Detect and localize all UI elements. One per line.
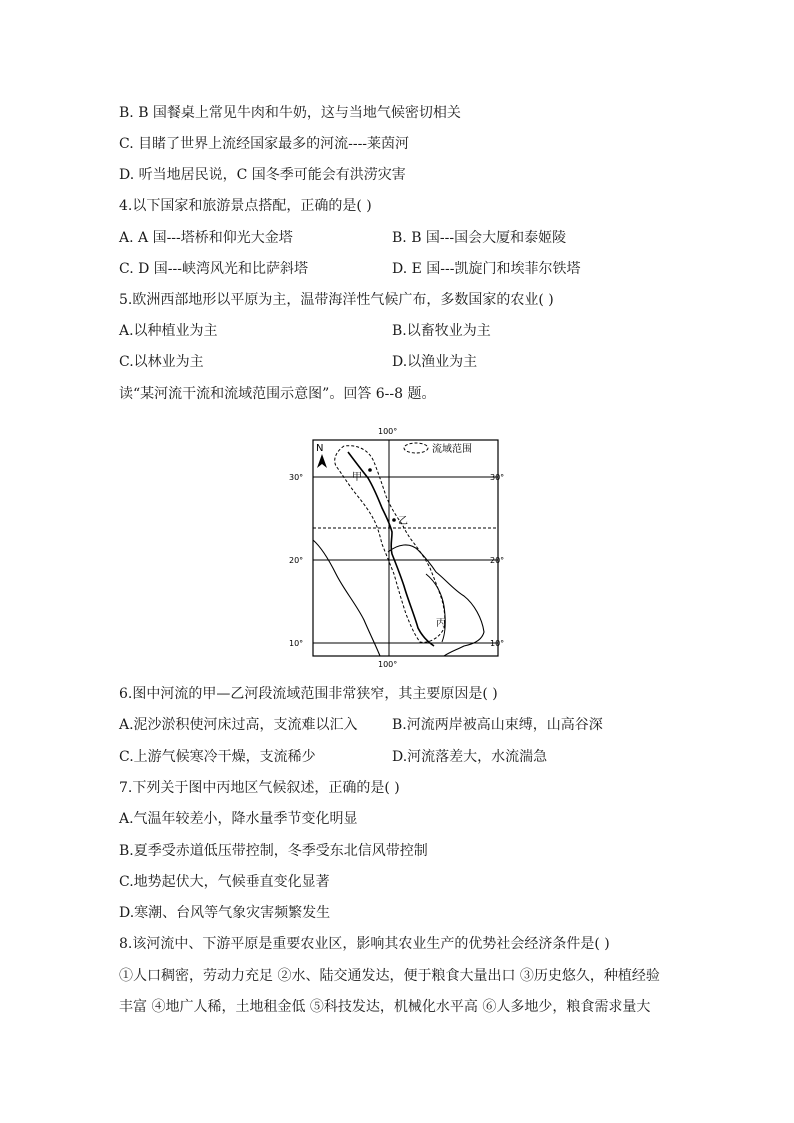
q4-option-c: C. D 国---峡湾风光和比萨斜塔 <box>119 261 308 277</box>
q5-option-c: C.以林业为主 <box>119 354 204 370</box>
q5-option-b: B.以畜牧业为主 <box>392 323 491 339</box>
lon-bottom-label: 100° <box>378 660 398 669</box>
north-arrow-icon <box>317 454 327 468</box>
q7-option-a: A.气温年较差小，降水量季节变化明显 <box>119 811 358 827</box>
question-5: 5.欧洲西部地形以平原为主，温带海洋性气候广布，多数国家的农业( ) <box>119 292 554 308</box>
q7-option-b: B.夏季受赤道低压带控制，冬季受东北信风带控制 <box>119 843 428 859</box>
q5-option-d: D.以渔业为主 <box>392 354 478 370</box>
lat10-left-label: 10° <box>289 639 304 648</box>
q5-option-a: A.以种植业为主 <box>119 323 218 339</box>
lon-top-label: 100° <box>378 427 398 436</box>
label-bing: 丙 <box>436 618 446 629</box>
north-label: N <box>316 443 324 454</box>
lat30-right-label: 30° <box>490 473 505 482</box>
option-d: D. 听当地居民说，C 国冬季可能会有洪涝灾害 <box>119 167 406 183</box>
label-jia: 甲 <box>352 472 362 483</box>
lat20-right-label: 20° <box>490 556 505 565</box>
point-yi <box>392 518 396 522</box>
lat30-left-label: 30° <box>289 473 304 482</box>
q6-option-a: A.泥沙淤积使河床过高，支流难以汇入 <box>119 717 358 733</box>
option-c: C. 目睹了世界上流经国家最多的河流----莱茵河 <box>119 136 410 152</box>
q6-option-b: B.河流两岸被高山束缚，山高谷深 <box>392 717 603 733</box>
q7-option-c: C.地势起伏大，气候垂直变化显著 <box>119 874 330 890</box>
point-jia <box>368 468 372 472</box>
lat10-right-label: 10° <box>490 639 505 648</box>
question-7: 7.下列关于图中丙地区气候叙述，正确的是( ) <box>119 780 400 796</box>
q4-option-a: A. A 国---塔桥和仰光大金塔 <box>119 230 293 246</box>
legend-label: 流域范围 <box>432 444 472 455</box>
q4-option-b: B. B 国---国会大厦和泰姬陵 <box>392 230 567 246</box>
lat20-left-label: 20° <box>289 556 304 565</box>
question-6: 6.图中河流的甲—乙河段流域范围非常狭窄，其主要原因是( ) <box>119 686 498 702</box>
q8-options-line1: ①人口稠密，劳动力充足 ②水、陆交通发达，便于粮食大量出口 ③历史悠久，种植经验 <box>119 968 660 984</box>
question-8: 8.该河流中、下游平原是重要农业区，影响其农业生产的优势社会经济条件是( ) <box>119 936 610 952</box>
q6-option-c: C.上游气候寒冷干燥，支流稀少 <box>119 749 316 765</box>
option-b: B. B 国餐桌上常见牛肉和牛奶，这与当地气候密切相关 <box>119 105 461 121</box>
question-4: 4.以下国家和旅游景点搭配，正确的是( ) <box>119 198 372 214</box>
river-basin-map <box>286 424 510 670</box>
legend-symbol <box>404 443 428 453</box>
q7-option-d: D.寒潮、台风等气象灾害频繁发生 <box>119 905 331 921</box>
q6-option-d: D.河流落差大，水流湍急 <box>392 749 548 765</box>
q8-options-line2: 丰富 ④地广人稀，土地租金低 ⑤科技发达，机械化水平高 ⑥人多地少，粮食需求量大 <box>119 999 651 1015</box>
map-intro: 读“某河流干流和流域范围示意图”。回答 6--8 题。 <box>119 386 436 402</box>
q4-option-d: D. E 国---凯旋门和埃菲尔铁塔 <box>392 261 581 277</box>
label-yi: 乙 <box>398 516 408 527</box>
